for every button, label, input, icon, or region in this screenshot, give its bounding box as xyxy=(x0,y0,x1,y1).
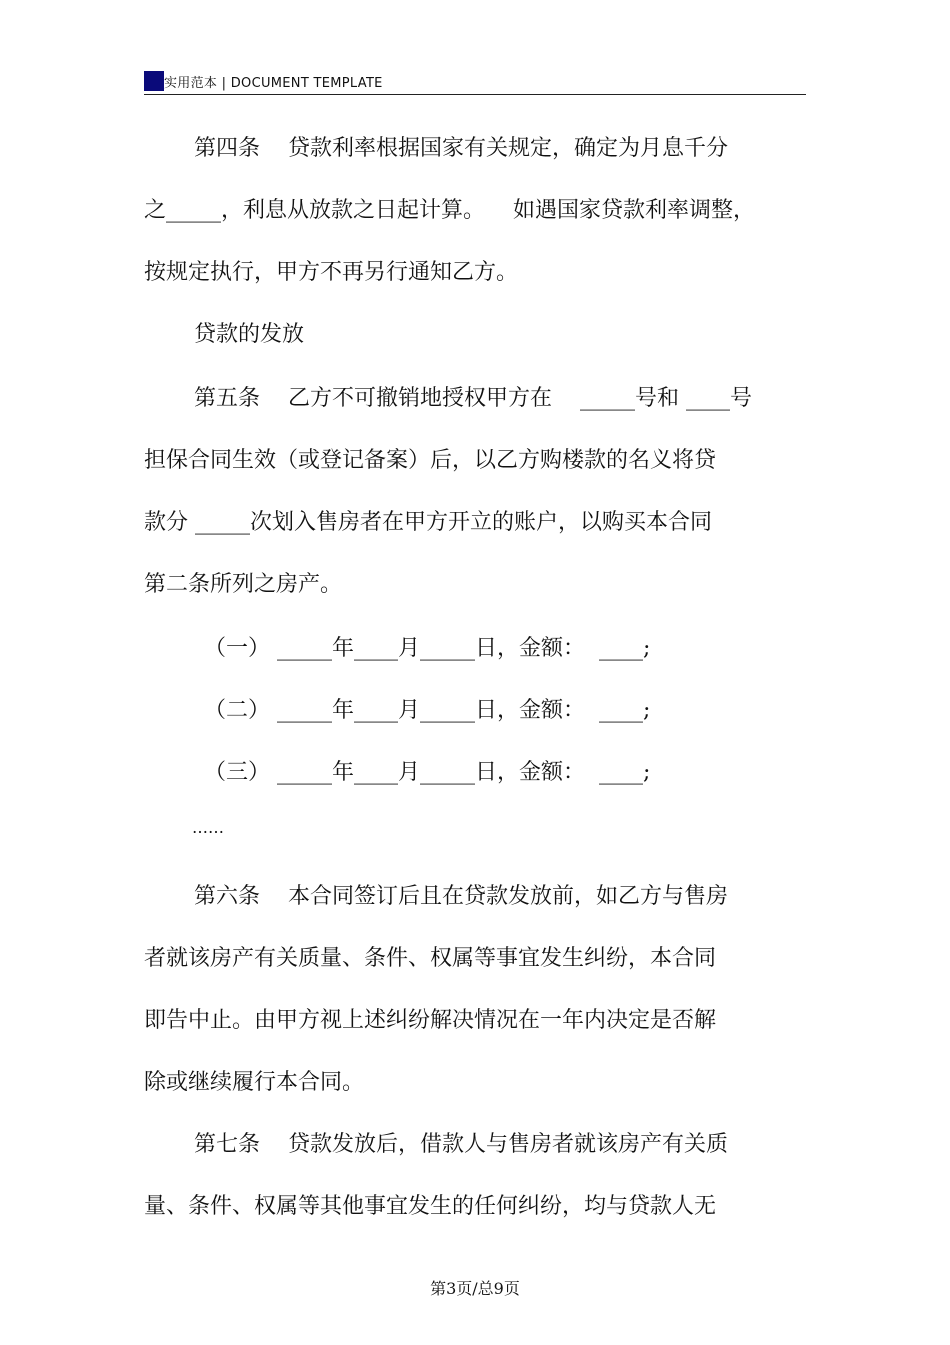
article-5-line-3: 款分 _____次划入售房者在甲方开立的账户，以购买本合同 xyxy=(144,510,712,535)
page-indicator: 第3页/总9页 xyxy=(430,1279,520,1298)
section-heading-loan-disbursement: 贷款的发放 xyxy=(194,322,305,347)
installment-line-3: （三） _____年____月_____日，金额： ____; xyxy=(204,760,651,785)
installment-line-2: （二） _____年____月_____日，金额： ____; xyxy=(204,698,651,723)
article-6-line-4: 除或继续履行本合同。 xyxy=(144,1070,365,1095)
article-5-line-4: 第二条所列之房产。 xyxy=(144,572,343,597)
article-4-line-1: 第四条 贷款利率根据国家有关规定，确定为月息千分 xyxy=(194,136,728,161)
article-6-line-3: 即告中止。由甲方视上述纠纷解决情况在一年内决定是否解 xyxy=(144,1008,717,1033)
document-header xyxy=(144,68,806,95)
article-7-line-2: 量、条件、权属等其他事宜发生的任何纠纷，均与贷款人无 xyxy=(144,1194,717,1219)
article-4-line-2: 之_____，利息从放款之日起计算。 如遇国家贷款利率调整， xyxy=(144,198,755,223)
installment-line-1: （一） _____年____月_____日，金额： ____; xyxy=(204,636,651,661)
article-4-line-3: 按规定执行，甲方不再另行通知乙方。 xyxy=(144,260,519,285)
logo-square-icon xyxy=(144,71,164,91)
article-7-line-1: 第七条 贷款发放后，借款人与售房者就该房产有关质 xyxy=(194,1132,728,1157)
article-5-line-1: 第五条 乙方不可撤销地授权甲方在 _____号和 ____号 xyxy=(194,386,752,411)
header-title: 实用范本 | DOCUMENT TEMPLATE xyxy=(164,76,383,91)
article-6-line-1: 第六条 本合同签订后且在贷款发放前，如乙方与售房 xyxy=(194,884,728,909)
ellipsis: …… xyxy=(192,818,224,837)
article-6-line-2: 者就该房产有关质量、条件、权属等事宜发生纠纷，本合同 xyxy=(144,946,717,971)
article-5-line-2: 担保合同生效（或登记备案）后，以乙方购楼款的名义将贷 xyxy=(144,448,717,473)
